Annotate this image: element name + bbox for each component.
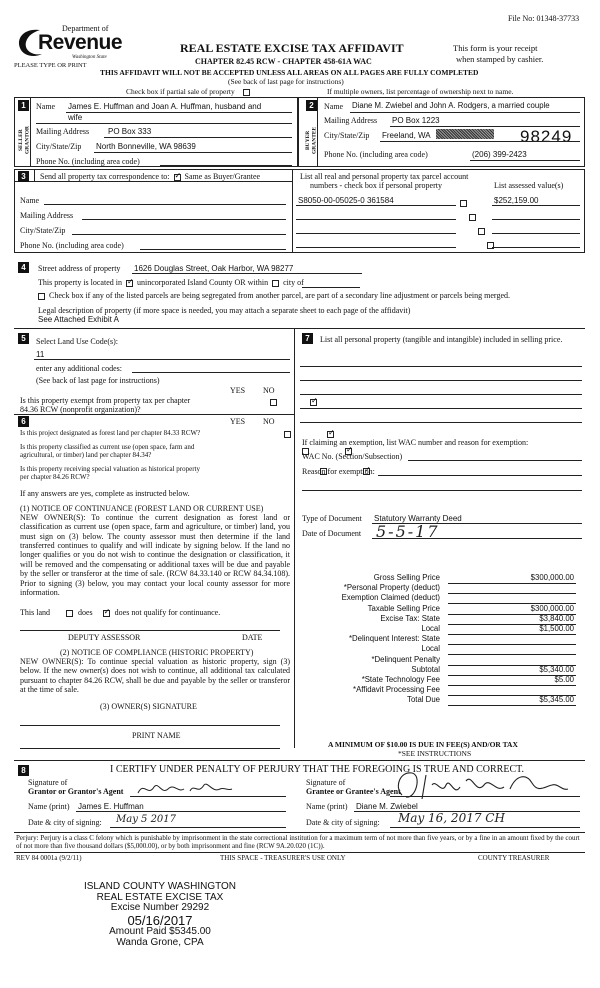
grantee-signature[interactable] [392, 765, 572, 809]
deputy-date-label: DATE [242, 633, 263, 642]
owner-signature-label: (3) OWNER(S) SIGNATURE [100, 702, 197, 711]
redaction-bar [436, 129, 494, 139]
please-type: PLEASE TYPE OR PRINT [14, 62, 87, 69]
q1-no-checkbox[interactable] [327, 431, 334, 438]
see-instructions-text: *SEE INSTRUCTIONS [398, 749, 472, 758]
assessed-value[interactable]: $252,159.00 [494, 196, 539, 205]
doc-date-label: Date of Document [302, 529, 362, 538]
tax-table [300, 574, 584, 706]
tax-row [300, 666, 584, 676]
file-number: File No: 01348-37733 [508, 14, 580, 23]
street-address-value[interactable]: 1626 Douglas Street, Oak Harbor, WA 98277 [134, 264, 294, 273]
same-as-buyer-label: Same as Buyer/Grantee [184, 172, 261, 181]
seller-name-value[interactable]: James E. Huffman and Joan A. Huffman, husband and [68, 102, 262, 111]
parcel-1-personal-checkbox[interactable] [460, 200, 467, 207]
perjury-text: Perjury: Perjury is a class C felony which is punishable by imprisonment in the state correctional institution for a maximum term of not more than five years, or by a fine in an amount fixed by the court of not more than five thousand dollars ($5,000.00), or by both imprisonment and fine (RCW 9A.20.020 (1C)). [16, 834, 580, 851]
see-back-text: (See back of last page for instructions) [228, 77, 344, 86]
corr-name-label: Name [20, 196, 40, 205]
print-name-label: PRINT NAME [132, 731, 181, 740]
receipt-line1: This form is your receipt [453, 43, 538, 53]
legal-description-value[interactable]: See Attached Exhibit A [38, 315, 119, 324]
tax-row [300, 645, 584, 655]
grantor-date-value[interactable]: May 5 2017 [116, 814, 177, 825]
correspondence-heading-text: Send all property tax correspondence to: [40, 172, 170, 181]
notice2-body: NEW OWNER(S): To continue special valuation as historic property, sign (3) below. If the new owner(s) does not wish to continue, all additional tax calculated pursuant to chapter 84.26 RCW, shall be due and payable by the seller or transferor at the time of sale. [20, 657, 290, 695]
receipt-line2: when stamped by cashier. [456, 54, 544, 64]
rev-number: REV 84 0001a (9/2/11) [16, 854, 82, 862]
deputy-assessor-label: DEPUTY ASSESSOR [68, 633, 141, 642]
reason-label: Reason for exemption: [302, 467, 375, 476]
tax-row [300, 635, 584, 645]
within-city-checkbox[interactable] [272, 280, 279, 287]
tax-value[interactable]: $5.00 [554, 674, 574, 684]
stamp-line6: Wanda Grone, CPA [116, 936, 204, 948]
does-not-label: does not [114, 608, 142, 617]
column-divider [294, 328, 295, 748]
wac-label: WAC No. (Section/Subsection) [302, 452, 403, 461]
tax-value[interactable]: $5,340.00 [539, 664, 574, 674]
land-use-label: Select Land Use Code(s): [36, 337, 118, 346]
minimum-fee-text: A MINIMUM OF $10.00 IS DUE IN FEE(S) AND/OR TAX [328, 740, 518, 749]
grantor-name-label: Name (print) [28, 802, 70, 811]
seller-city-value[interactable]: North Bonneville, WA 98639 [96, 142, 196, 151]
seller-mailing-label: Mailing Address [36, 127, 90, 136]
section-6-badge: 6 [18, 416, 29, 427]
seller-name-value2[interactable]: wife [68, 113, 83, 122]
tax-row [300, 676, 584, 686]
corr-city-label: City/State/Zip [20, 226, 66, 235]
dor-logo [14, 24, 124, 64]
tax-label: Taxable Selling Price [367, 603, 440, 613]
parcels-heading2: numbers - check box if personal property [310, 181, 442, 190]
s6-question-3b: per chapter 84.26 RCW? [20, 473, 90, 481]
tax-value[interactable]: $1,500.00 [539, 623, 574, 633]
segregated-text: Check box if any of the listed parcels are being segregated from another parcel, are part of a secondary line adjustment or parcels being merged. [49, 291, 510, 300]
city-of-label: city of [283, 278, 304, 287]
partial-sale-label: Check box if partial sale of property [126, 87, 235, 96]
continuance-row [20, 608, 220, 617]
located-choice: unincorporated Island County OR within [136, 278, 269, 287]
notice1-title: (1) NOTICE OF CONTINUANCE (FOREST LAND OR CURRENT USE) [20, 504, 264, 513]
buyer-name-value[interactable]: Diane M. Zwiebel and John A. Rodgers, a married couple [352, 101, 550, 110]
segregated-checkbox[interactable] [38, 293, 45, 300]
located-row [38, 278, 304, 287]
form-title: REAL ESTATE EXCISE TAX AFFIDAVIT [180, 41, 404, 55]
personal-property-heading: List all personal property (tangible and intangible) included in selling price. [320, 335, 563, 344]
legal-description-label: Legal description of property (if more space is needed, you may attach a separate sheet to each page of the affidavit) [38, 306, 411, 315]
dept-line1: Department of [62, 24, 109, 33]
tax-label: Excise Tax: State [380, 613, 440, 623]
multiple-owners-text: If multiple owners, list percentage of ownership next to name. [327, 87, 514, 96]
stamp-line3: Excise Number 29292 [110, 902, 210, 913]
seller-city-label: City/State/Zip [36, 142, 82, 151]
buyer-city-value[interactable]: Freeland, WA [382, 131, 431, 140]
tax-value[interactable]: $300,000.00 [530, 573, 574, 582]
doc-type-value[interactable]: Statutory Warranty Deed [374, 514, 462, 523]
assessed-heading: List assessed value(s) [494, 181, 564, 190]
grantee-name-value[interactable]: Diane M. Zwiebel [356, 802, 418, 811]
buyer-grantee-label: BUYER GRANTEE [305, 126, 318, 154]
parcel-2-personal-checkbox[interactable] [469, 214, 476, 221]
section-8-badge: 8 [18, 765, 29, 776]
exemption-label: If claiming an exemption, list WAC number and reason for exemption: [302, 438, 529, 447]
corr-mailing-label: Mailing Address [20, 211, 74, 220]
treasurer-stamp [70, 882, 250, 948]
tax-label: *State Technology Fee [361, 674, 440, 684]
tax-value[interactable]: $3,840.00 [539, 613, 574, 623]
does-label: does [78, 608, 93, 617]
parcels-heading1: List all real and personal property tax parcel account [300, 172, 469, 181]
tax-row [300, 625, 584, 635]
grantee-date-value[interactable]: May 16, 2017 CH [398, 811, 505, 825]
treasurer-space-label: THIS SPACE - TREASURER'S USE ONLY [220, 854, 346, 862]
grantee-sig-label2: Grantee or Grantee's Agent [306, 787, 401, 796]
grantee-date-label: Date & city of signing: [306, 818, 380, 827]
dept-line2: Revenue [38, 31, 123, 54]
tax-label: *Affidavit Processing Fee [353, 685, 440, 695]
form-chapter: CHAPTER 82.45 RCW - CHAPTER 458-61A WAC [195, 57, 372, 66]
dept-line3: Washington State [72, 55, 107, 60]
warning-text: THIS AFFIDAVIT WILL NOT BE ACCEPTED UNLESS ALL AREAS ON ALL PAGES ARE FULLY COMPLETED [100, 68, 479, 77]
grantor-sig-label1: Signature of [28, 778, 68, 787]
tax-label: *Delinquent Interest: State [348, 634, 440, 644]
doc-type-label: Type of Document [302, 514, 362, 523]
certify-statement: I CERTIFY UNDER PENALTY OF PERJURY THAT THE FOREGOING IS TRUE AND CORRECT. [110, 764, 524, 775]
grantor-sig-label2: Grantor or Grantor's Agent [28, 787, 124, 796]
tax-label: Exemption Claimed (deduct) [341, 593, 440, 603]
tax-row [300, 574, 584, 584]
buyer-zip-stamp: 98249 [520, 127, 573, 146]
partial-sale-row [126, 88, 250, 97]
seller-phone-label: Phone No. (including area code) [36, 157, 140, 166]
street-address-label: Street address of property [38, 264, 121, 273]
tax-label: Local [421, 644, 440, 654]
buyer-city-label: City/State/Zip [324, 131, 370, 140]
tax-value[interactable]: $5,345.00 [539, 695, 574, 705]
grantor-date-label: Date & city of signing: [28, 818, 102, 827]
stamp-line2: REAL ESTATE EXCISE TAX [96, 891, 224, 903]
q1-yes-checkbox[interactable] [284, 431, 291, 438]
s5-yes-header: YES [230, 386, 246, 395]
exempt-question-2: 84.36 RCW (nonprofit organization)? [20, 405, 141, 414]
parcel-4-personal-checkbox[interactable] [487, 242, 494, 249]
seller-grantor-label: SELLER GRANTOR [18, 126, 31, 155]
does-not-qualify-checkbox[interactable] [103, 610, 110, 617]
unincorporated-checkbox[interactable] [126, 280, 133, 287]
buyer-phone-label: Phone No. (including area code) [324, 150, 428, 159]
buyer-mailing-value[interactable]: PO Box 1223 [392, 116, 440, 125]
s5-no-header: NO [263, 386, 275, 395]
section-7-badge: 7 [302, 333, 313, 344]
located-text: This property is located in [38, 278, 122, 287]
s6-question-2b: agricultural, or timber) land per chapter 84.34? [20, 451, 152, 459]
tax-row [300, 696, 584, 706]
notice2-title: (2) NOTICE OF COMPLIANCE (HISTORIC PROPERTY) [60, 648, 254, 657]
county-treasurer-label: COUNTY TREASURER [478, 854, 550, 862]
buyer-phone-value[interactable]: (206) 399-2423 [472, 150, 527, 159]
tax-label: Subtotal [411, 664, 440, 674]
section-1-badge: 1 [18, 100, 29, 111]
grantee-name-label: Name (print) [306, 802, 348, 811]
correspondence-heading [40, 172, 260, 181]
stamp-line5: Amount Paid $5345.00 [109, 926, 211, 938]
tax-label: Gross Selling Price [373, 573, 440, 582]
stamp-line1: ISLAND COUNTY WASHINGTON [83, 881, 237, 892]
tax-label: *Delinquent Penalty [371, 654, 440, 664]
stamp-line4: 05/16/2017 [127, 912, 193, 928]
tax-value[interactable]: $300,000.00 [530, 603, 574, 613]
section-3-badge: 3 [18, 171, 29, 182]
segregated-row [38, 291, 510, 300]
exempt-no-checkbox[interactable] [310, 399, 317, 406]
grantor-name-value[interactable]: James E. Huffman [78, 802, 144, 811]
does-qualify-checkbox[interactable] [66, 610, 73, 617]
tax-label: Total Due [407, 695, 440, 705]
grantee-sig-label1: Signature of [306, 778, 346, 787]
notice1-body: NEW OWNER(S): To continue the current designation as forest land or classification as current use (open space, farm and agriculture, or timber) land, you must sign on (3) below. The county assessor must then determine if the land transferred continues to qualify and will indicate by signing below. If the land no longer qualifies or you do not wish to continue the designation or classification, it will be removed and the compensating or additional taxes will be due and payable by the seller or transferor at the time of sale. (RCW 84.33.140 or RCW 84.34.108). Prior to signing (3) below, you may contact your local county assessor for more information. [20, 513, 290, 597]
s6-yes-header: YES [230, 417, 246, 426]
same-as-buyer-checkbox[interactable] [174, 174, 181, 181]
if-yes-text: If any answers are yes, complete as instructed below. [20, 489, 190, 498]
doc-date-value[interactable]: 5-5-17 [376, 522, 440, 541]
parcel-3-personal-checkbox[interactable] [478, 228, 485, 235]
buyer-name-label: Name [324, 102, 344, 111]
buyer-mailing-label: Mailing Address [324, 116, 378, 125]
s6-question-2a: Is this property classified as current use (open space, farm and [20, 443, 195, 451]
s6-question-3a: Is this property receiving special valuation as historical property [20, 465, 201, 473]
exempt-question-1: Is this property exempt from property tax per chapter [20, 396, 191, 405]
seller-mailing-value[interactable]: PO Box 333 [108, 127, 152, 136]
section-2-badge: 2 [306, 100, 317, 111]
this-land-label: This land [20, 608, 50, 617]
section-5-badge: 5 [18, 333, 29, 344]
land-use-see-back: (See back of last page for instructions) [36, 376, 160, 385]
tax-label: Local [421, 623, 440, 633]
parcel-number-value[interactable]: S8050-00-05025-0 361584 [298, 196, 394, 205]
section-4-badge: 4 [18, 262, 29, 273]
s6-question-1: Is this project designated as forest land per chapter 84.33 RCW? [20, 429, 201, 437]
qualify-label: qualify for continuance. [143, 608, 221, 617]
corr-phone-label: Phone No. (including area code) [20, 241, 124, 250]
additional-codes-label: enter any additional codes: [36, 364, 122, 373]
partial-sale-checkbox[interactable] [243, 89, 250, 96]
seller-name-label: Name [36, 102, 56, 111]
land-use-value[interactable]: 11 [36, 350, 45, 359]
exempt-yes-checkbox[interactable] [270, 399, 277, 406]
tax-label: *Personal Property (deduct) [343, 583, 440, 593]
s6-no-header: NO [263, 417, 275, 426]
